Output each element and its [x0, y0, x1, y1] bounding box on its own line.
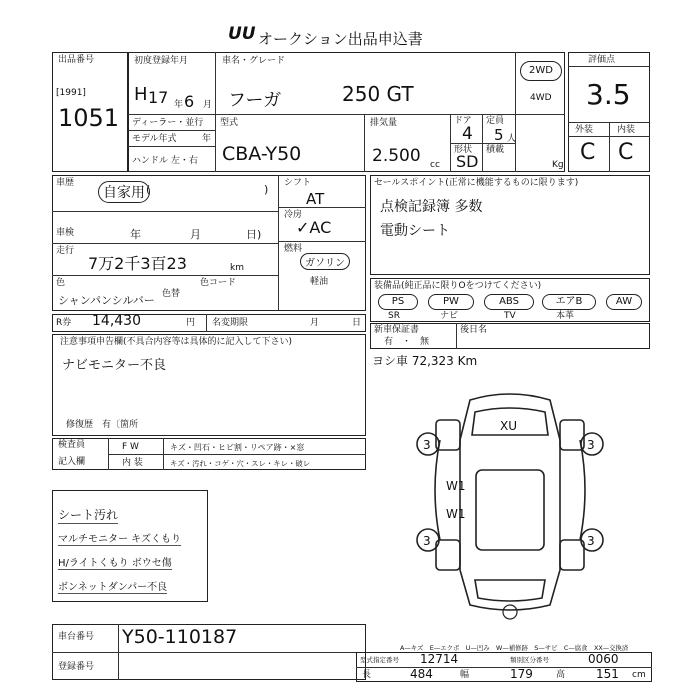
equip-abs: ABS — [484, 294, 534, 310]
deadline-day: 日 — [352, 318, 362, 328]
exterior-label: 外装 — [575, 125, 594, 135]
registration-number-label: 登録番号 — [58, 662, 95, 672]
shift-label: シフト — [284, 178, 312, 188]
registration-month: 6 — [184, 92, 195, 111]
equip-ps: PS — [378, 294, 418, 310]
car-damage-diagram — [400, 380, 620, 620]
drive-4wd: 4WD — [530, 93, 552, 103]
note-line-1: シート汚れ — [58, 508, 119, 522]
loading-unit: Kg — [552, 160, 564, 170]
chassis-label: 車台番号 — [58, 632, 95, 642]
history-value: 自家用 — [98, 181, 150, 203]
diagram-mark-rr: 3 — [587, 534, 595, 548]
fuel-label: 燃料 — [284, 244, 303, 254]
history-paren-close: ) — [264, 183, 269, 196]
color-change-label: 色替 — [162, 289, 181, 299]
type-designation-label: 型式指定番号 — [360, 656, 399, 664]
type-designation-value: 12714 — [420, 652, 459, 666]
doors-value: 4 — [462, 124, 473, 144]
notes-label: 注意事項申告欄(不具合内容等は具体的に記入して下さい) — [60, 337, 293, 347]
history-label: 車歴 — [56, 178, 75, 188]
ac-value: ✓AC — [296, 218, 332, 237]
equip-pw: PW — [428, 294, 474, 310]
diagram-mark-fr: 3 — [587, 438, 595, 452]
diagram-mark-w1b: W1 — [446, 507, 466, 521]
doors-label: ドア — [454, 116, 472, 126]
header-title: オークション出品申込書 — [258, 30, 423, 48]
equip-leather: 本革 — [556, 311, 575, 321]
inspection-month: 月 — [190, 228, 201, 241]
equip-aw: AW — [606, 294, 642, 310]
shape-value: SD — [456, 152, 479, 171]
recycle-label: R券 — [56, 318, 72, 328]
length-label: 長 — [362, 670, 372, 680]
note-line-4: ボンネットダンパー不良 — [58, 578, 167, 594]
mileage-value: 7万2千3百23 — [88, 254, 187, 273]
warranty-label: 新車保証書 — [374, 325, 420, 335]
score-label: 評価点 — [588, 55, 616, 65]
note-line-2: マルチモニター キズくもり — [58, 530, 181, 546]
listing-number-label: 出品番号 — [58, 55, 95, 65]
car-name-value: フーガ — [228, 90, 282, 111]
displacement-value: 2.500 — [372, 146, 421, 166]
inspection-day: 日) — [246, 228, 262, 241]
width-value: 179 — [510, 667, 533, 681]
inspector-fw-terms: キズ・凹石・ヒビ割・リペア跡・×窓 — [170, 443, 305, 452]
color-code-label: 色コード — [200, 278, 237, 288]
equip-sr: SR — [388, 311, 400, 321]
chassis-value: Y50-110187 — [122, 626, 238, 648]
registration-era: H — [134, 84, 148, 105]
car-name-label: 車名・グレード — [222, 56, 286, 66]
model-code-label: 型式 — [220, 118, 239, 128]
listing-number: 1051 — [58, 104, 120, 132]
mileage-unit: km — [230, 263, 244, 273]
interior-grade: C — [618, 140, 634, 165]
shape-label: 形状 — [454, 145, 473, 155]
registration-month-unit: 月 — [203, 100, 213, 110]
after-name-label: 後日名 — [460, 325, 488, 335]
model-code-value: CBA-Y50 — [222, 143, 302, 165]
history-paren-open: ( — [146, 183, 151, 196]
diagram-mark-xu: XU — [500, 419, 518, 433]
header-logo: UU — [228, 24, 256, 44]
model-year-label: モデル年式 — [132, 134, 177, 144]
ac-label: 冷房 — [284, 210, 303, 220]
color-value: シャンパンシルバー — [58, 294, 155, 307]
listing-year: [1991] — [56, 88, 86, 98]
category-value: 0060 — [588, 652, 619, 666]
equip-navi: ナビ — [440, 311, 459, 321]
category-label: 類別区分番号 — [510, 656, 549, 664]
warranty-options: 有 ・ 無 — [384, 337, 430, 347]
diagram-mark-fl: 3 — [423, 438, 431, 452]
deadline-month: 月 — [310, 318, 320, 328]
inspector-fw: F W — [122, 442, 139, 452]
width-label: 幅 — [460, 670, 470, 680]
height-value: 151 — [596, 667, 619, 681]
registration-year-unit: 年 — [174, 100, 184, 110]
model-year-unit: 年 — [202, 134, 212, 144]
equipment-label: 装備品(純正品に限りOをつけてください) — [374, 281, 542, 291]
inspector-label: 検査員 — [58, 440, 86, 450]
shift-value: AT — [306, 190, 325, 208]
color-label: 色 — [56, 278, 66, 288]
entry-label: 記入欄 — [58, 457, 86, 467]
equip-airbag: エアB — [542, 294, 596, 310]
recycle-unit: 円 — [186, 318, 196, 328]
fuel-value: ガソリン — [300, 253, 350, 270]
interior-label: 内装 — [617, 125, 636, 135]
drive-2wd-selected: 2WD — [520, 61, 562, 81]
recycle-value: 14,430 — [92, 313, 141, 329]
car-grade-value: 250 GT — [342, 82, 414, 106]
capacity-value: 5 — [494, 126, 504, 144]
displacement-label: 排気量 — [370, 118, 398, 128]
registration-label: 初度登録年月 — [134, 56, 189, 66]
exterior-grade: C — [580, 140, 596, 165]
dims-unit: cm — [632, 670, 646, 680]
sales-point-line2: 電動シート — [380, 223, 450, 239]
registration-year: 17 — [148, 88, 169, 107]
name-change-deadline-label: 名変期限 — [212, 318, 249, 328]
damage-legend: A—キズ E—エクボ U—凹み W—補修跡 S—サビ C—腐食 XX—交換済 — [400, 644, 629, 652]
diagram-mark-rl: 3 — [423, 534, 431, 548]
length-value: 484 — [410, 667, 433, 681]
fuel-other: 軽油 — [310, 277, 329, 287]
sales-point-line1: 点検記録簿 多数 — [380, 199, 483, 215]
diagram-mark-w1a: W1 — [446, 479, 466, 493]
capacity-label: 定員 — [486, 116, 505, 126]
loading-label: 積載 — [486, 145, 505, 155]
inspection-year: 年 — [130, 228, 141, 241]
equip-tv: TV — [504, 311, 516, 321]
score-value: 3.5 — [586, 78, 631, 111]
mileage-label: 走行 — [56, 246, 75, 256]
odometer-note: ヨシ車 72,323 Km — [372, 354, 478, 368]
capacity-unit: 人 — [507, 134, 517, 144]
inspector-interior: 内 装 — [122, 458, 143, 468]
displacement-unit: cc — [430, 160, 440, 170]
sales-point-label: セールスポイント(正常に機能するものに限ります) — [374, 178, 579, 188]
notes-text: ナビモニター不良 — [62, 358, 167, 373]
dealer-label: ディーラー・並行 — [132, 118, 204, 128]
inspection-label: 車検 — [56, 228, 75, 238]
inspector-interior-terms: キズ・汚れ・コゲ・穴・スレ・キレ・破レ — [170, 459, 311, 468]
repair-history: 修復歴 有〔箇所 — [66, 420, 139, 430]
note-line-3: H/ライトくもり ボウセ傷 — [58, 554, 172, 570]
height-label: 高 — [556, 670, 566, 680]
handle-label: ハンドル 左・右 — [132, 156, 198, 166]
